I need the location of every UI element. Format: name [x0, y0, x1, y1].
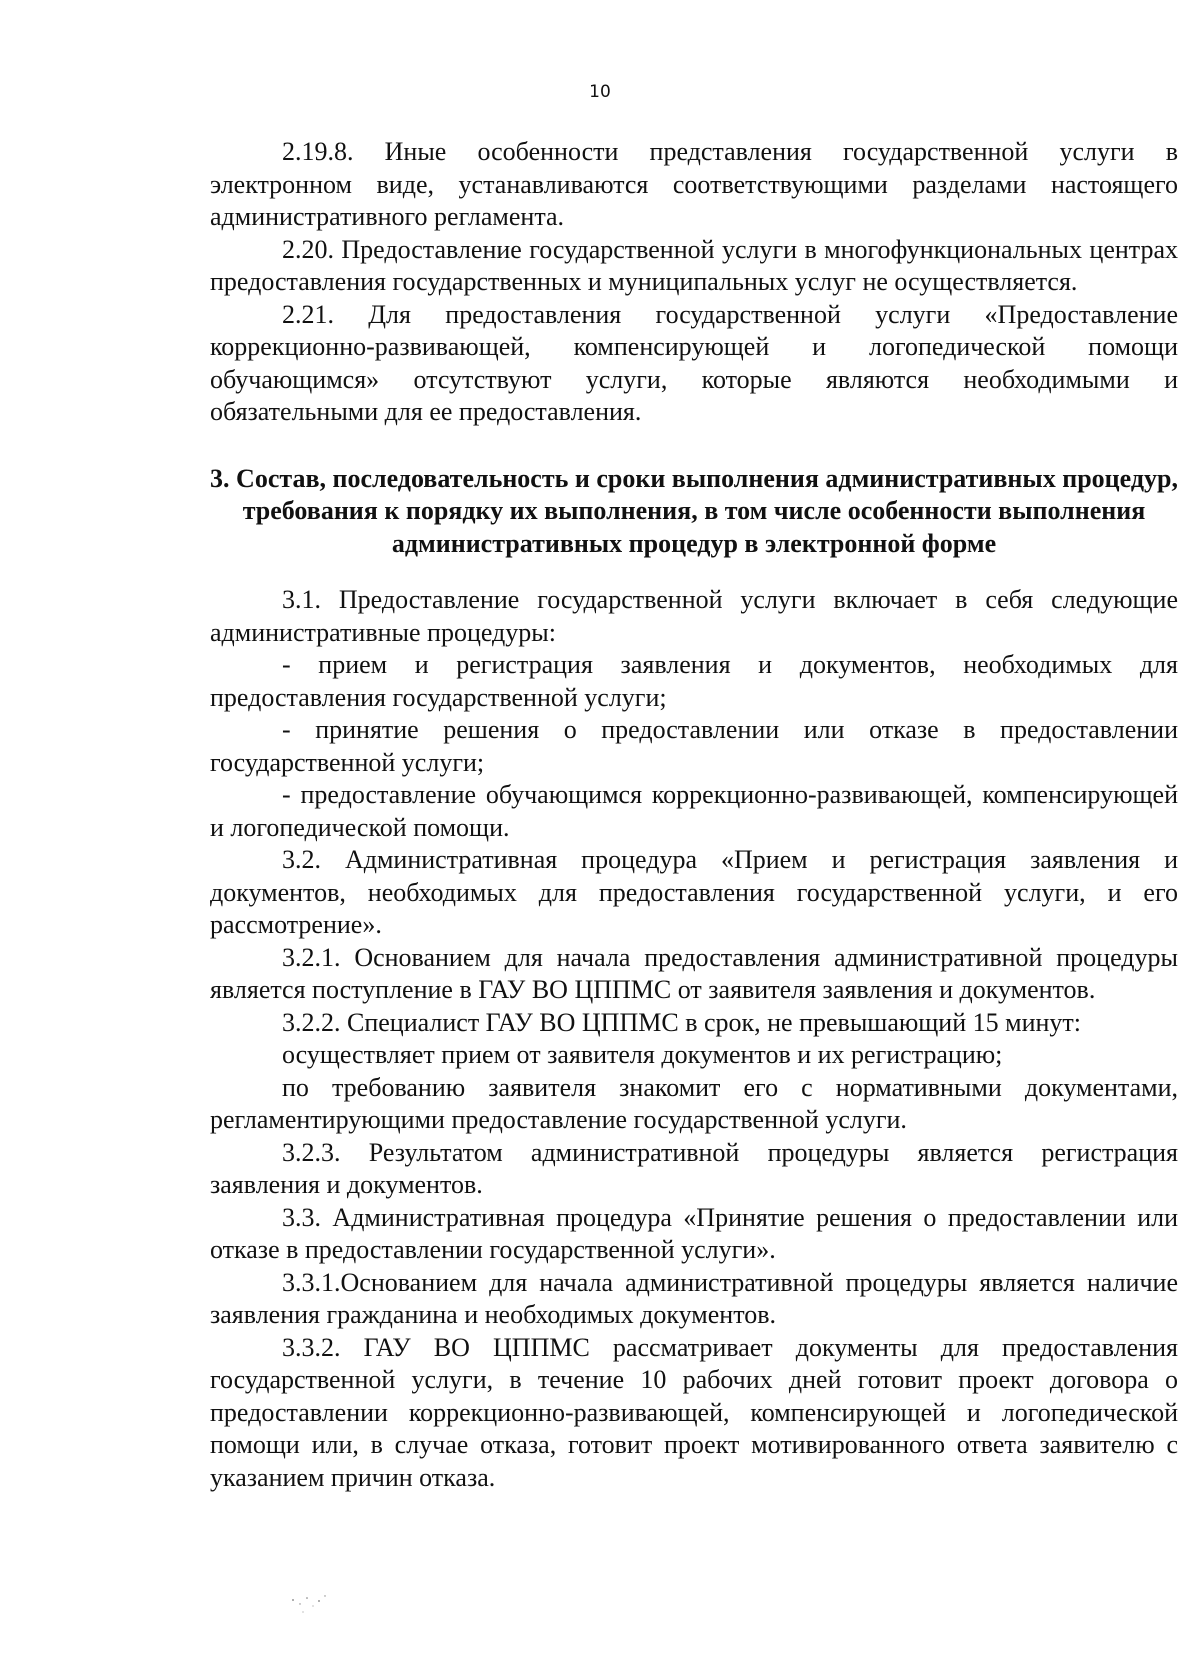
paragraph-3-2-2-a: осуществляет прием от заявителя документов и их регистрацию; — [282, 1040, 1003, 1069]
section-3-heading: 3. Состав, последовательность и сроки выполнения административных процедур, требования к порядку их выполнения, в том числе особенности выполнения административных процедур в электронной форме — [210, 463, 1178, 558]
paragraph-2-21: 2.21. Для предоставления государственной услуги «Предоставление коррекционно-развивающей, компенсирующей и логопедической помощи обучающимся» отсутствуют услуги, которые являются необходимыми и обязательными для ее предоставления. — [210, 299, 1178, 426]
document-body — [210, 136, 1178, 1494]
paragraph-2-20: 2.20. Предоставление государственной услуги в многофункциональных центрах предоставления государственных и муниципальных услуг не осуществляется. — [210, 234, 1178, 296]
paragraph-2-19-8: 2.19.8. Иные особенности представления государственной услуги в электронном виде, устанавливаются соответствующими разделами настоящего административного регламента. — [210, 137, 1178, 231]
list-item-decision: - принятие решения о предоставлении или отказе в предоставлении государственной услуги; — [210, 715, 1178, 777]
paragraph-3-2-2-b: по требованию заявителя знакомит его с нормативными документами, регламентирующими предоставление государственной услуги. — [210, 1072, 1178, 1134]
paragraph-3-3-2: 3.3.2. ГАУ ВО ЦППМС рассматривает документы для предоставления государственной услуги, в течение 10 рабочих дней готовит проект договора о предоставлении коррекционно-развивающей, компенсирующей и логопедической помощи или, в случае отказа, готовит проект мотивированного ответа заявителю с указанием причин отказа. — [210, 1332, 1178, 1492]
paragraph-3-2-3: 3.2.3. Результатом административной процедуры является регистрация заявления и документов. — [210, 1137, 1178, 1199]
page-number: 10 — [589, 82, 611, 102]
paragraph-3-2-1: 3.2.1. Основанием для начала предоставления административной процедуры является поступление в ГАУ ВО ЦППМС от заявителя заявления и документов. — [210, 942, 1178, 1004]
list-item-provision: - предоставление обучающимся коррекционно-развивающей, компенсирующей и логопедической помощи. — [210, 780, 1178, 842]
list-item-reception: - прием и регистрация заявления и документов, необходимых для предоставления государственной услуги; — [210, 650, 1178, 712]
paragraph-3-2-2: 3.2.2. Специалист ГАУ ВО ЦППМС в срок, не превышающий 15 минут: — [282, 1007, 1081, 1037]
paragraph-3-2: 3.2. Административная процедура «Прием и регистрация заявления и документов, необходимых для предоставления государственной услуги, и его рассмотрение». — [210, 845, 1178, 939]
paragraph-3-3-1: 3.3.1.Основанием для начала административной процедуры является наличие заявления гражданина и необходимых документов. — [210, 1267, 1178, 1329]
scan-noise-marks — [285, 1590, 345, 1620]
paragraph-3-3: 3.3. Административная процедура «Принятие решения о предоставлении или отказе в предоставлении государственной услуги». — [210, 1202, 1178, 1264]
paragraph-3-1: 3.1. Предоставление государственной услуги включает в себя следующие административные процедуры: — [210, 585, 1178, 647]
